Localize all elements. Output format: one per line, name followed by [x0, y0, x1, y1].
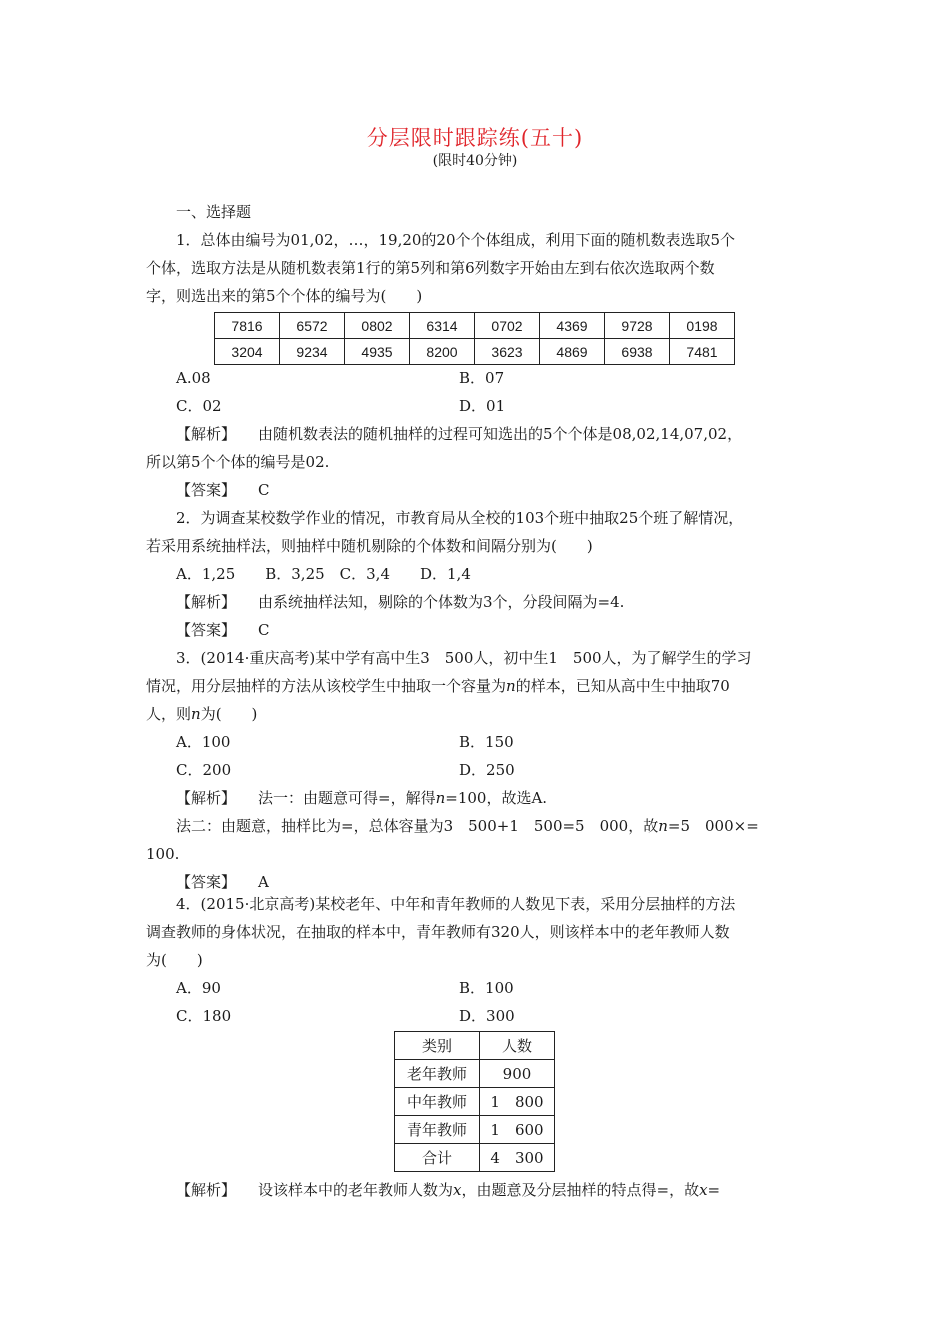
- analysis-var: n: [658, 817, 668, 835]
- analysis-label: 【解析】: [176, 425, 237, 443]
- table-cell: 8200: [410, 339, 475, 365]
- page-title: 分层限时跟踪练(五十): [366, 126, 584, 150]
- table-cell: 4 300: [480, 1144, 555, 1172]
- table-cell: 6572: [280, 313, 345, 339]
- q4-option-d: D．300: [459, 1007, 515, 1025]
- table-row: [395, 1088, 555, 1116]
- table-header: 人数: [480, 1032, 555, 1060]
- analysis-text: =100，故选A.: [445, 789, 548, 807]
- q3-text: 情况，用分层抽样的方法从该校学生中抽取一个容量为: [146, 677, 507, 695]
- q3-answer: [176, 872, 269, 892]
- q3-text: 人，则: [146, 705, 192, 723]
- q3-line: 3．(2014·重庆高考)某中学有高中生3 500人，初中生1 500人，为了解学生的学习: [176, 649, 752, 667]
- q2-line: 2．为调查某校数学作业的情况，市教育局从全校的103个班中抽取25个班了解情况，: [176, 509, 744, 527]
- q3-text: 为( ): [200, 705, 258, 723]
- analysis-label: 【解析】: [176, 593, 237, 611]
- section-heading: 一、选择题: [176, 203, 252, 221]
- teacher-count-table: [394, 1031, 555, 1172]
- q3-var: n: [506, 677, 516, 695]
- table-cell: 1 600: [480, 1116, 555, 1144]
- table-row: [395, 1032, 555, 1060]
- q1-analysis-cont: 所以第5个个体的编号是02.: [146, 453, 330, 471]
- q3-method2-end: 100.: [146, 845, 180, 863]
- table-cell: 9728: [605, 313, 670, 339]
- analysis-text: 设该样本中的老年教师人数为: [258, 1181, 454, 1199]
- q1-line: 1．总体由编号为01,02，…，19,20的20个个体组成，利用下面的随机数表选取5个: [176, 231, 736, 249]
- table-header: 类别: [395, 1032, 480, 1060]
- answer-value: C: [258, 481, 270, 499]
- q3-option-a: A．100: [176, 733, 231, 751]
- answer-label: 【答案】: [176, 481, 237, 499]
- q1-analysis: [176, 424, 742, 444]
- table-cell: 0198: [670, 313, 735, 339]
- q4-option-b: B．100: [459, 979, 514, 997]
- answer-value: C: [258, 621, 270, 639]
- q3-option-c: C．200: [176, 761, 232, 779]
- table-row: [215, 339, 735, 365]
- table-row: [215, 313, 735, 339]
- q4-option-c: C．180: [176, 1007, 232, 1025]
- table-cell: 1 800: [480, 1088, 555, 1116]
- q3-var: n: [191, 705, 201, 723]
- table-cell: 4869: [540, 339, 605, 365]
- analysis-text: 法二：由题意，抽样比为=，总体容量为3 500+1 500=5 000，故: [176, 817, 659, 835]
- q2-options: A．1,25 B．3,25 C．3,4 D．1,4: [176, 565, 471, 583]
- table-cell: 3204: [215, 339, 280, 365]
- q2-line: 若采用系统抽样法，则抽样中随机剔除的个体数和间隔分别为( ): [146, 537, 593, 555]
- table-row: [395, 1144, 555, 1172]
- q1-option-d: D．01: [459, 397, 506, 415]
- table-cell: 3623: [475, 339, 540, 365]
- answer-label: 【答案】: [176, 873, 237, 891]
- table-cell: 900: [480, 1060, 555, 1088]
- table-cell: 0702: [475, 313, 540, 339]
- q3-text: 的样本，已知从高中生中抽取70: [515, 677, 730, 695]
- q4-line: 为( ): [146, 951, 203, 969]
- q3-line: [146, 704, 257, 724]
- q3-method2: [176, 816, 759, 836]
- analysis-var: x: [453, 1181, 462, 1199]
- q1-answer: [176, 480, 270, 500]
- q3-line: [146, 676, 730, 696]
- table-row: [395, 1116, 555, 1144]
- analysis-label: 【解析】: [176, 1181, 237, 1199]
- table-cell: 4935: [345, 339, 410, 365]
- table-cell: 7481: [670, 339, 735, 365]
- table-cell: 6938: [605, 339, 670, 365]
- q4-analysis: [176, 1180, 720, 1200]
- q4-line: 调查教师的身体状况，在抽取的样本中，青年教师有320人，则该样本中的老年教师人数: [146, 923, 730, 941]
- table-cell: 中年教师: [395, 1088, 480, 1116]
- random-number-table: [214, 312, 735, 365]
- analysis-label: 【解析】: [176, 789, 237, 807]
- q3-option-b: B．150: [459, 733, 514, 751]
- analysis-var: x: [699, 1181, 708, 1199]
- q1-option-c: C．02: [176, 397, 222, 415]
- analysis-text: 法一：由题意可得=，解得: [258, 789, 436, 807]
- q3-analysis: [176, 788, 547, 808]
- table-row: [395, 1060, 555, 1088]
- table-cell: 7816: [215, 313, 280, 339]
- table-cell: 4369: [540, 313, 605, 339]
- q1-option-b: B．07: [459, 369, 505, 387]
- analysis-text: =5 000×=: [667, 817, 759, 835]
- q1-option-a: A.08: [176, 369, 211, 387]
- analysis-text: 由随机数表法的随机抽样的过程可知选出的5个个体是08,02,14,07,02，: [258, 425, 743, 443]
- q2-answer: [176, 620, 270, 640]
- time-limit: (限时40分钟): [432, 153, 518, 169]
- table-cell: 青年教师: [395, 1116, 480, 1144]
- table-cell: 合计: [395, 1144, 480, 1172]
- answer-label: 【答案】: [176, 621, 237, 639]
- analysis-text: =: [707, 1181, 721, 1199]
- answer-value: A: [258, 873, 269, 891]
- table-cell: 6314: [410, 313, 475, 339]
- q2-analysis: [176, 592, 624, 612]
- table-cell: 9234: [280, 339, 345, 365]
- table-cell: 0802: [345, 313, 410, 339]
- analysis-text: ，由题意及分层抽样的特点得=，故: [461, 1181, 700, 1199]
- q1-line: 个体，选取方法是从随机数表第1行的第5列和第6列数字开始由左到右依次选取两个数: [146, 259, 715, 277]
- q4-option-a: A．90: [176, 979, 221, 997]
- analysis-text: 由系统抽样法知，剔除的个体数为3个，分段间隔为=4.: [258, 593, 625, 611]
- table-cell: 老年教师: [395, 1060, 480, 1088]
- analysis-var: n: [435, 789, 446, 807]
- q4-line: 4．(2015·北京高考)某校老年、中年和青年教师的人数见下表，采用分层抽样的方法: [176, 895, 736, 913]
- q1-line: 字，则选出来的第5个个体的编号为( ): [146, 287, 423, 305]
- q3-option-d: D．250: [459, 761, 515, 779]
